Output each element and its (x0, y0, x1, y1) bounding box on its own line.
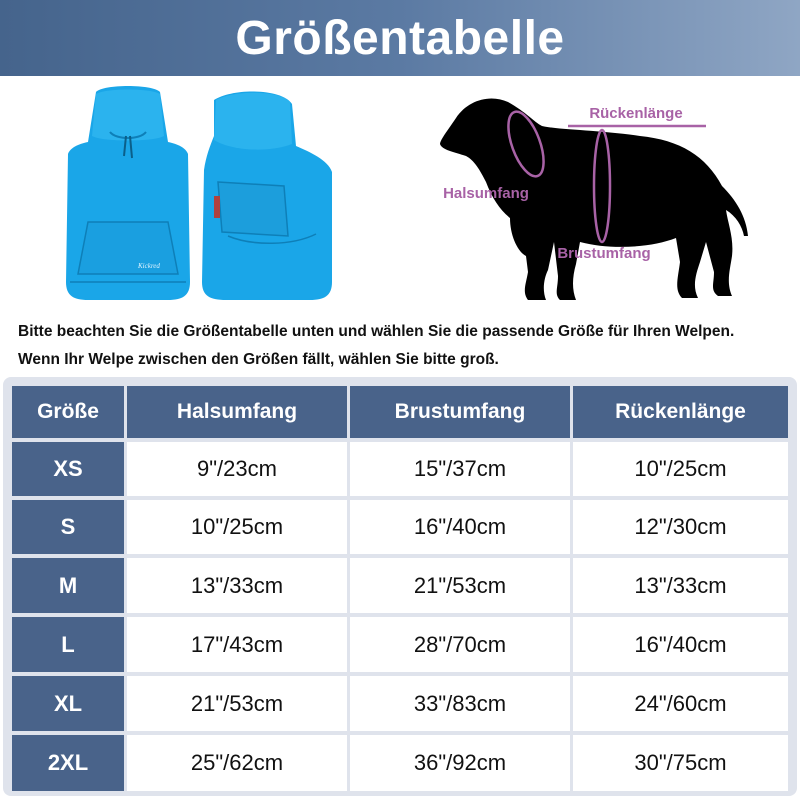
size-notes (18, 322, 798, 370)
back-length-label: Rückenlänge (589, 105, 683, 122)
cell-chest: 15"/37cm (350, 442, 570, 496)
hoodie-back-image (192, 86, 342, 304)
title-banner (0, 0, 800, 76)
cell-neck: 25"/62cm (127, 735, 347, 791)
chest-label: Brustumfang (557, 245, 651, 262)
dog-measurement-diagram (430, 86, 750, 312)
cell-back: 16"/40cm (573, 617, 788, 672)
hoodie-brand-text: Kickred (138, 262, 160, 270)
header-chest: Brustumfang (350, 386, 570, 438)
row-size-label: S (12, 500, 124, 554)
cell-neck: 13"/33cm (127, 558, 347, 613)
row-size-label: L (12, 617, 124, 672)
cell-back: 10"/25cm (573, 442, 788, 496)
page-title: Größentabelle (235, 11, 565, 65)
cell-chest: 21"/53cm (350, 558, 570, 613)
row-size-label: M (12, 558, 124, 613)
cell-neck: 17"/43cm (127, 617, 347, 672)
cell-neck: 21"/53cm (127, 676, 347, 731)
header-size: Größe (12, 386, 124, 438)
header-neck: Halsumfang (127, 386, 347, 438)
back-length-indicator (568, 105, 706, 126)
neck-label: Halsumfang (443, 185, 529, 202)
row-size-label: XL (12, 676, 124, 731)
note-line-2: Wenn Ihr Welpe zwischen den Größen fällt, wählen Sie bitte groß. (18, 351, 499, 368)
cell-back: 30"/75cm (573, 735, 788, 791)
row-size-label: XS (12, 442, 124, 496)
cell-back: 12"/30cm (573, 500, 788, 554)
cell-chest: 28"/70cm (350, 617, 570, 672)
cell-neck: 10"/25cm (127, 500, 347, 554)
note-line-1: Bitte beachten Sie die Größentabelle unten und wählen Sie die passende Größe für Ihren Welpen. (18, 323, 735, 340)
hoodie-front-image (58, 82, 198, 304)
cell-chest: 16"/40cm (350, 500, 570, 554)
cell-back: 24"/60cm (573, 676, 788, 731)
row-size-label: 2XL (12, 735, 124, 791)
cell-neck: 9"/23cm (127, 442, 347, 496)
header-back: Rückenlänge (573, 386, 788, 438)
cell-back: 13"/33cm (573, 558, 788, 613)
cell-chest: 36"/92cm (350, 735, 570, 791)
size-table (3, 377, 797, 796)
cell-chest: 33"/83cm (350, 676, 570, 731)
